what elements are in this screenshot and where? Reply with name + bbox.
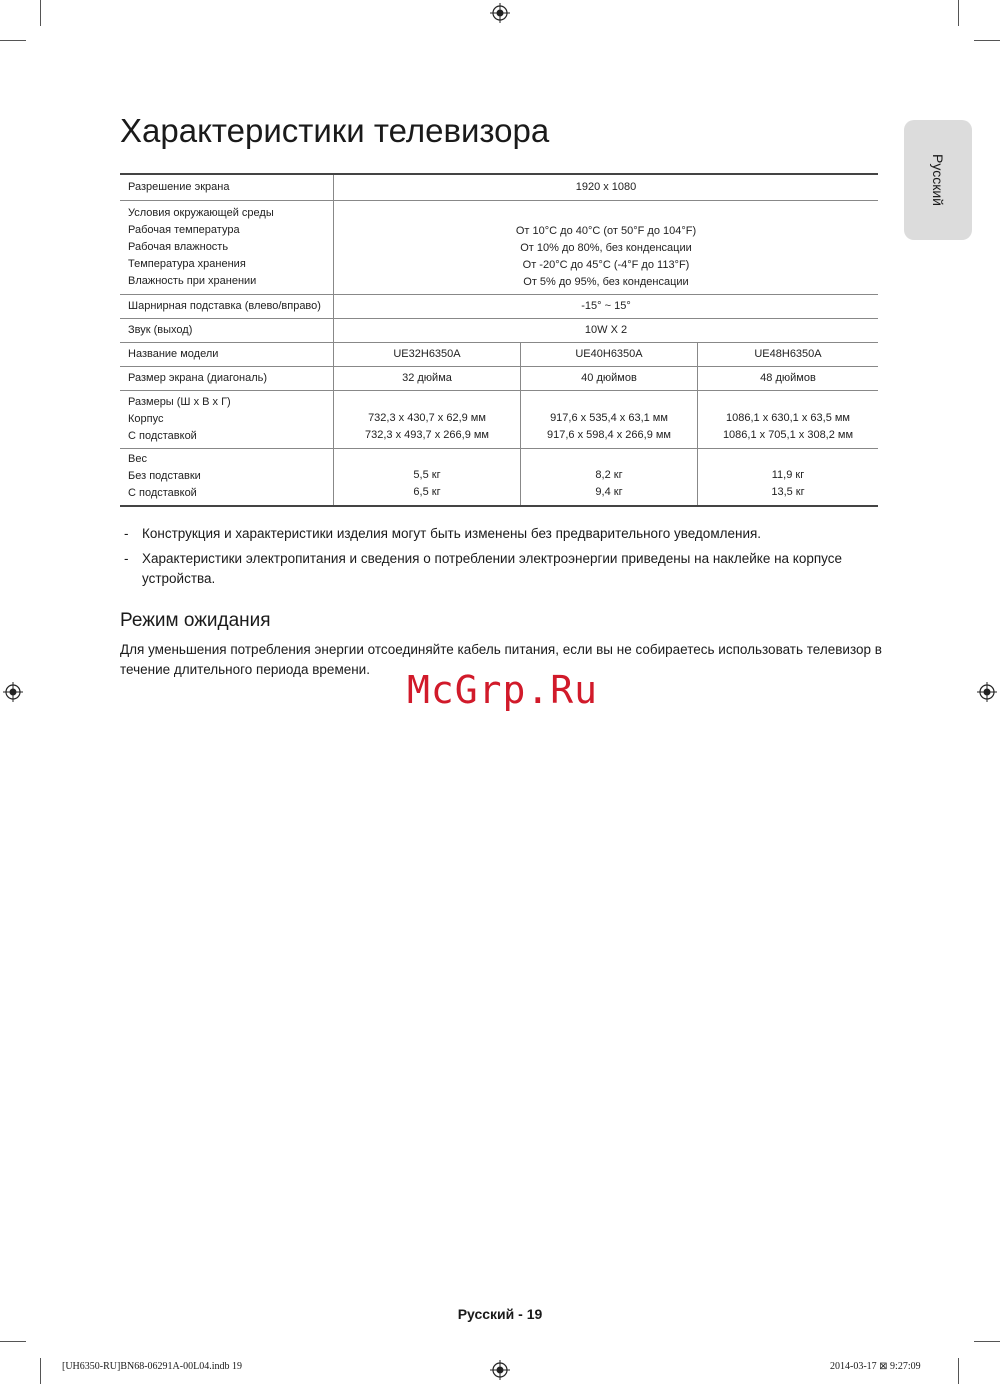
model-cell bbox=[334, 448, 521, 506]
label-line: Звук (выход) bbox=[128, 323, 193, 336]
value-line: -15° ~ 15° bbox=[581, 299, 631, 312]
value-line: 732,3 x 493,7 x 266,9 мм bbox=[365, 428, 489, 441]
label-line: Название модели bbox=[128, 347, 219, 360]
label-line: Вес bbox=[128, 453, 147, 466]
value-line: 9,4 кг bbox=[595, 486, 623, 498]
value-line: От 5% до 95%, без конденсации bbox=[523, 275, 689, 288]
model-cell bbox=[698, 366, 879, 390]
value-line: 1920 x 1080 bbox=[575, 180, 637, 193]
table-row bbox=[120, 174, 878, 200]
row-label bbox=[120, 448, 334, 506]
label-line: Влажность при хранении bbox=[128, 274, 257, 287]
value-line: 40 дюймов bbox=[581, 371, 637, 384]
page-number: Русский - 19 bbox=[457, 1306, 543, 1322]
model-cell bbox=[521, 390, 698, 448]
model-cell bbox=[334, 366, 521, 390]
label-line: Размеры (Ш x В x Г) bbox=[128, 395, 231, 408]
table-row bbox=[120, 448, 878, 506]
value-line: От 10°C до 40°C (от 50°F до 104°F) bbox=[515, 224, 697, 237]
value-line: 1086,1 x 630,1 x 63,5 мм bbox=[726, 411, 850, 424]
table-row bbox=[120, 366, 878, 390]
label-line: Условия окружающей среды bbox=[128, 206, 274, 219]
row-label bbox=[120, 200, 334, 294]
value-line: 8,2 кг bbox=[595, 469, 623, 481]
bullet-dash: - bbox=[124, 551, 129, 566]
value-line: 10W X 2 bbox=[584, 323, 628, 336]
value-line: 5,5 кг bbox=[413, 469, 441, 481]
language-tab bbox=[904, 120, 972, 240]
row-value bbox=[334, 200, 879, 294]
footer-file-info: [UH6350-RU]BN68-06291A-00L04.indb 19 bbox=[62, 1361, 242, 1372]
row-label bbox=[120, 318, 334, 342]
label-line: С подставкой bbox=[128, 429, 197, 442]
section-paragraph: Для уменьшения потребления энергии отсоединяйте кабель питания, если вы не собираетесь использовать телевизор в течение длительного периода времени. bbox=[120, 642, 882, 677]
row-label bbox=[120, 390, 334, 448]
value-line: 11,9 кг bbox=[771, 469, 805, 481]
label-line: Рабочая влажность bbox=[128, 240, 229, 253]
table-row bbox=[120, 342, 878, 366]
table-row bbox=[120, 318, 878, 342]
row-value bbox=[334, 174, 879, 200]
notes-list bbox=[120, 524, 880, 594]
registration-mark-icon bbox=[3, 682, 23, 702]
model-cell bbox=[698, 390, 879, 448]
label-line: Разрешение экрана bbox=[128, 180, 230, 193]
table-row bbox=[120, 200, 878, 294]
value-line: 917,6 x 598,4 x 266,9 мм bbox=[547, 428, 671, 441]
registration-mark-icon bbox=[977, 682, 997, 702]
note-text: Конструкция и характеристики изделия могут быть изменены без предварительного уведомления. bbox=[142, 526, 762, 541]
spec-table bbox=[120, 173, 878, 507]
crop-mark bbox=[40, 0, 41, 26]
value-line: 917,6 x 535,4 x 63,1 мм bbox=[550, 411, 668, 424]
model-cell bbox=[698, 448, 879, 506]
value-line: UE32H6350A bbox=[393, 347, 461, 360]
row-label bbox=[120, 366, 334, 390]
value-line: 48 дюймов bbox=[760, 371, 816, 384]
label-line: Рабочая температура bbox=[128, 223, 240, 236]
table-row bbox=[120, 294, 878, 318]
crop-mark bbox=[40, 1358, 41, 1384]
row-label bbox=[120, 294, 334, 318]
label-line: С подставкой bbox=[128, 487, 197, 500]
value-line: 1086,1 x 705,1 x 308,2 мм bbox=[722, 428, 854, 441]
label-line: Без подставки bbox=[128, 470, 201, 483]
registration-mark-icon bbox=[490, 1360, 510, 1380]
value-line: 732,3 x 430,7 x 62,9 мм bbox=[368, 411, 486, 424]
model-cell bbox=[698, 342, 879, 366]
value-line: 6,5 кг bbox=[413, 486, 441, 498]
crop-mark bbox=[958, 0, 959, 26]
value-line: UE48H6350A bbox=[754, 347, 822, 360]
value-line: 32 дюйма bbox=[402, 371, 452, 384]
section-heading: Режим ожидания bbox=[120, 610, 271, 631]
label-line: Корпус bbox=[128, 412, 164, 425]
crop-mark bbox=[0, 40, 26, 41]
table-row bbox=[120, 390, 878, 448]
label-line: Размер экрана (диагональ) bbox=[128, 371, 268, 384]
crop-mark bbox=[0, 1341, 26, 1342]
value-line: 13,5 кг bbox=[771, 486, 805, 498]
label-line: Шарнирная подставка (влево/вправо) bbox=[128, 299, 321, 312]
crop-mark bbox=[974, 40, 1000, 41]
model-cell bbox=[521, 366, 698, 390]
model-cell bbox=[334, 390, 521, 448]
label-line: Температура хранения bbox=[128, 257, 246, 270]
crop-mark bbox=[974, 1341, 1000, 1342]
row-label bbox=[120, 342, 334, 366]
note-item bbox=[120, 549, 880, 589]
bullet-dash: - bbox=[124, 526, 129, 541]
value-line: UE40H6350A bbox=[575, 347, 643, 360]
note-text: Характеристики электропитания и сведения о потреблении электроэнергии приведены на наклейке на корпусе устройства. bbox=[142, 551, 843, 586]
crop-mark bbox=[958, 1358, 959, 1384]
row-value bbox=[334, 318, 879, 342]
language-tab-label: Русский bbox=[930, 154, 946, 206]
footer-timestamp: 2014-03-17 ⊠ 9:27:09 bbox=[830, 1361, 921, 1372]
registration-mark-icon bbox=[490, 3, 510, 23]
watermark: McGrp.Ru bbox=[407, 668, 599, 712]
value-line: От 10% до 80%, без конденсации bbox=[520, 241, 692, 254]
note-item bbox=[120, 524, 880, 544]
model-cell bbox=[521, 342, 698, 366]
value-line: От -20°C до 45°C (-4°F до 113°F) bbox=[522, 258, 690, 271]
row-label bbox=[120, 174, 334, 200]
model-cell bbox=[521, 448, 698, 506]
row-value bbox=[334, 294, 879, 318]
model-cell bbox=[334, 342, 521, 366]
page-title: Характеристики телевизора bbox=[120, 112, 550, 149]
